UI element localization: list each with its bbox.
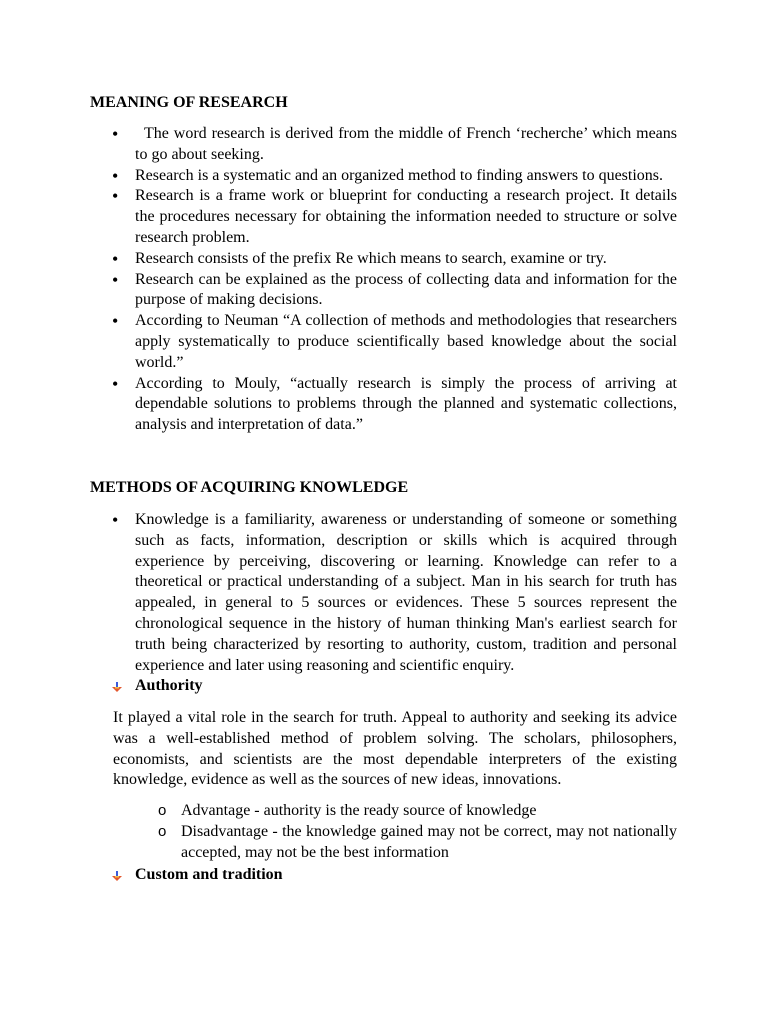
list-item: • According to Mouly, “actually research is simply the process of arriving at dependable solutions to problems through the planned and systematic collections, analysis and interpretation of data.” xyxy=(90,374,677,436)
list-item: • The word research is derived from the middle of French ‘recherche’ which means to go about seeking. xyxy=(90,124,677,166)
knowledge-list xyxy=(90,510,677,676)
authority-paragraph: It played a vital role in the search for truth. Appeal to authority and seeking its advice was a well-established method of problem solving. The scholars, philosophers, economists, and scientists are the most dependable interpreters of the existing knowledge, evidence as well as the sources of new ideas, innovations. xyxy=(113,709,677,789)
section-heading-methods-of-acquiring-knowledge: METHODS OF ACQUIRING KNOWLEDGE xyxy=(90,479,409,496)
authority-points-list xyxy=(90,801,677,863)
circle-bullet-marker: o xyxy=(158,802,167,819)
list-item: • Research can be explained as the process of collecting data and information for the purpose of making decisions. xyxy=(90,270,677,312)
list-item: • Research is a frame work or blueprint for conducting a research project. It details the procedures necessary for obtaining the information needed to structure or solve research problem. xyxy=(90,186,677,248)
research-meaning-list xyxy=(90,124,677,436)
list-item: • According to Neuman “A collection of methods and methodologies that researchers apply systematically to produce scientifically based knowledge about the social world.” xyxy=(90,311,677,373)
custom-and-tradition-heading xyxy=(90,865,677,886)
arrow-bullet-icon xyxy=(112,682,122,692)
list-item: • Research is a systematic and an organized method to finding answers to questions. xyxy=(90,166,677,187)
list-item: • Knowledge is a familiarity, awareness or understanding of someone or something such as facts, information, description or skills which is acquired through experience by perceiving, discovering or learning. Knowledge can refer to a theoretical or practical understanding of a subject. Man in his search for truth has appealed, in general to 5 sources or evidences. These 5 sources represent the chronological sequence in the history of human thinking Man's earliest search for truth being characterized by resorting to authority, custom, tradition and personal experience and later using reasoning and scientific enquiry. xyxy=(90,510,677,676)
list-item: o Disadvantage - the knowledge gained may not be correct, may not nationally accepted, may not be the best information xyxy=(158,822,677,861)
authority-heading-label: Authority xyxy=(135,677,203,694)
custom-and-tradition-label: Custom and tradition xyxy=(135,866,283,883)
arrow-bullet-icon xyxy=(112,871,122,881)
list-item: • Research consists of the prefix Re which means to search, examine or try. xyxy=(90,249,677,270)
section-heading-meaning-of-research: MEANING OF RESEARCH xyxy=(90,94,288,111)
list-item: o Advantage - authority is the ready source of knowledge xyxy=(90,801,677,822)
circle-bullet-marker: o xyxy=(158,822,167,840)
authority-heading xyxy=(90,676,677,697)
